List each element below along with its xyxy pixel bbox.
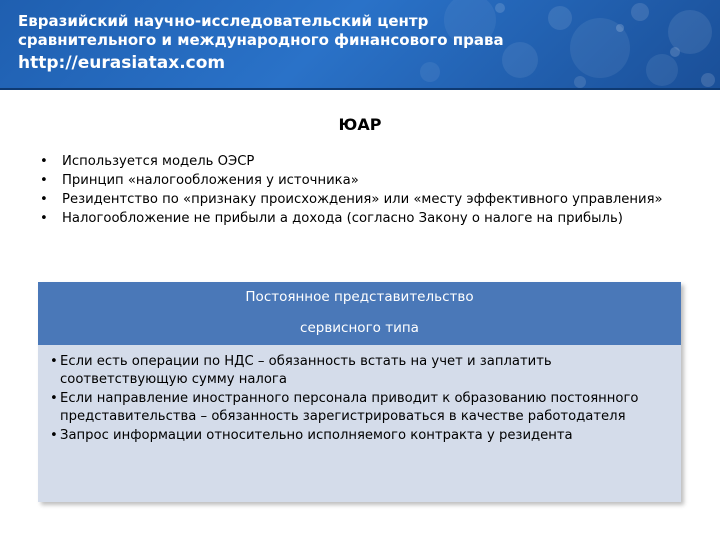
bullet-icon: • [50,354,58,369]
org-name-line1: Евразийский научно-исследовательский центр [18,12,429,30]
panel-body [38,345,681,502]
bullet-icon: • [40,173,48,188]
bullet-icon: • [40,154,48,169]
slide-title: ЮАР [338,115,382,134]
bullet-icon: • [50,428,58,443]
panel-list [50,353,667,445]
pe-info-panel [38,282,681,502]
bullet-icon: • [40,192,48,207]
bullet-icon: • [40,211,48,226]
header-divider [0,88,720,90]
bullet-icon: • [50,391,58,406]
site-url-link[interactable]: http://eurasiatax.com [18,53,226,73]
panel-list-item: • Если есть операции по НДС – обязанность встать на учет и заплатить соответствующую сумму налога [50,354,552,387]
list-item: • Резидентство по «признаку происхождения» или «месту эффективного управления» [40,192,663,207]
org-name-line2: сравнительного и международного финансового права [18,31,504,49]
panel-heading [38,282,681,345]
panel-list-item: • Если направление иностранного персонала приводит к образованию постоянного представительства – обязанность зарегистрироваться в качестве работодателя [50,391,639,424]
bullet-list [40,152,690,228]
list-item: • Принцип «налогообложения у источника» [40,173,359,188]
panel-heading-line1: Постоянное представительство [245,289,474,305]
header-banner [0,0,720,90]
list-item: • Используется модель ОЭСР [40,154,255,169]
header-text [18,12,504,75]
panel-heading-line2: сервисного типа [300,320,419,336]
list-item: • Налогообложение не прибыли а дохода (согласно Закону о налоге на прибыль) [40,211,623,226]
panel-list-item: • Запрос информации относительно исполняемого контракта у резидента [50,428,573,443]
